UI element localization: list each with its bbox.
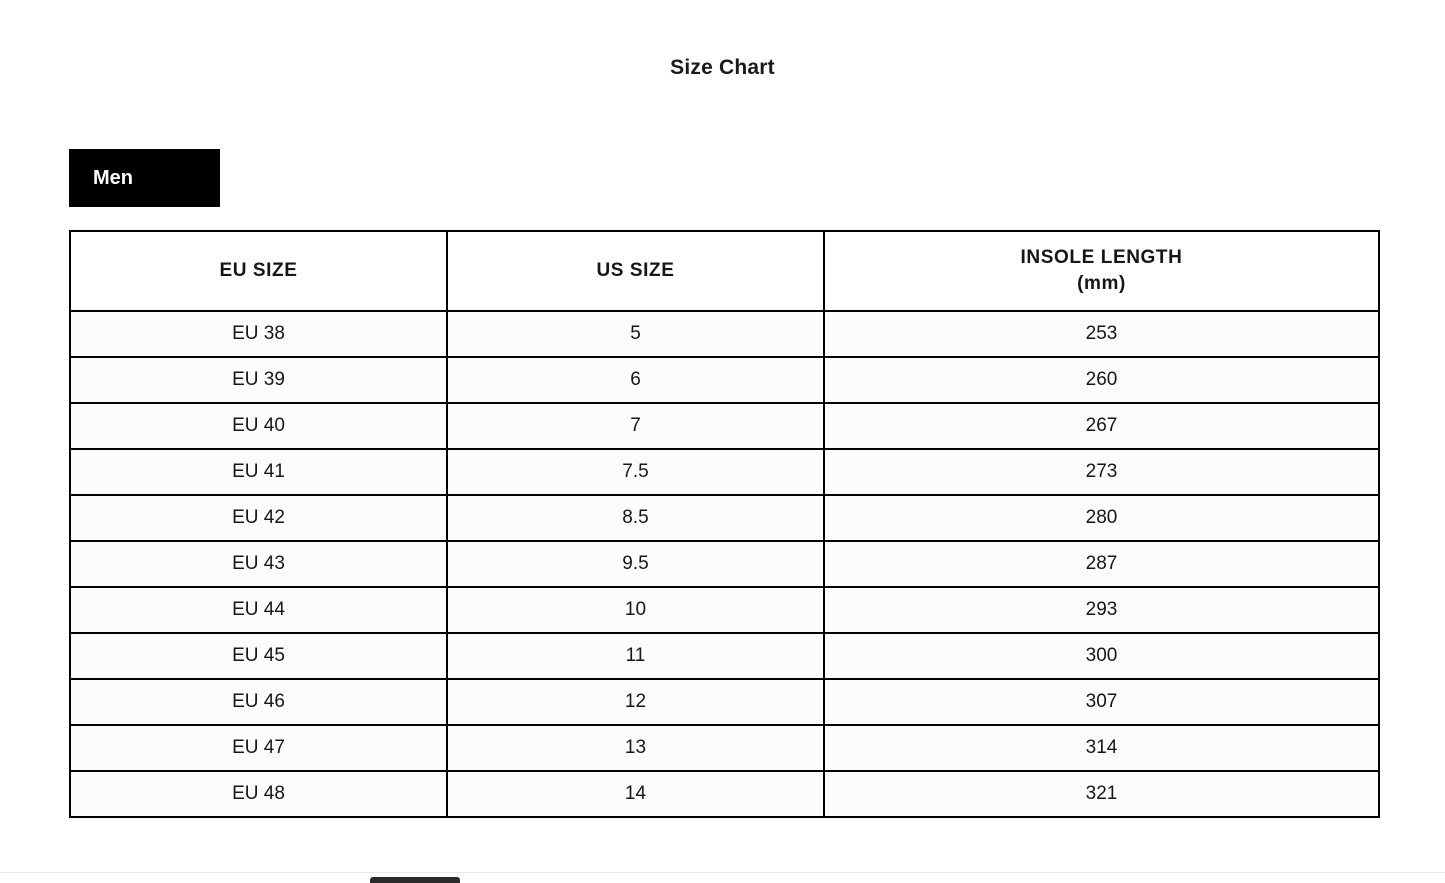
cell-us-size: 7.5 xyxy=(447,449,824,495)
size-chart-table-wrap xyxy=(69,230,1378,818)
cell-eu-size: EU 44 xyxy=(70,587,447,633)
cell-insole-length: 260 xyxy=(824,357,1379,403)
cell-insole-length: 300 xyxy=(824,633,1379,679)
cell-eu-size: EU 47 xyxy=(70,725,447,771)
table-body xyxy=(70,311,1379,817)
cell-insole-length: 253 xyxy=(824,311,1379,357)
table-row xyxy=(70,587,1379,633)
cell-eu-size: EU 48 xyxy=(70,771,447,817)
column-header-eu-size-line1: EU SIZE xyxy=(219,260,298,281)
cell-eu-size: EU 45 xyxy=(70,633,447,679)
cell-us-size: 8.5 xyxy=(447,495,824,541)
cell-us-size: 10 xyxy=(447,587,824,633)
page-bottom-notch xyxy=(370,877,460,883)
column-header-insole-length-line2: (mm) xyxy=(1077,273,1126,294)
cell-insole-length: 314 xyxy=(824,725,1379,771)
cell-insole-length: 273 xyxy=(824,449,1379,495)
cell-us-size: 13 xyxy=(447,725,824,771)
cell-insole-length: 267 xyxy=(824,403,1379,449)
table-row xyxy=(70,541,1379,587)
category-tab-bar xyxy=(69,149,220,207)
cell-eu-size: EU 39 xyxy=(70,357,447,403)
cell-insole-length: 280 xyxy=(824,495,1379,541)
table-row xyxy=(70,725,1379,771)
cell-eu-size: EU 40 xyxy=(70,403,447,449)
cell-eu-size: EU 41 xyxy=(70,449,447,495)
table-row xyxy=(70,449,1379,495)
cell-eu-size: EU 42 xyxy=(70,495,447,541)
table-row xyxy=(70,633,1379,679)
column-header-us-size xyxy=(447,231,824,311)
cell-us-size: 14 xyxy=(447,771,824,817)
table-row xyxy=(70,679,1379,725)
column-header-us-size-line1: US SIZE xyxy=(596,260,675,281)
cell-us-size: 7 xyxy=(447,403,824,449)
table-row xyxy=(70,771,1379,817)
table-header xyxy=(70,231,1379,311)
column-header-eu-size xyxy=(70,231,447,311)
cell-eu-size: EU 46 xyxy=(70,679,447,725)
cell-us-size: 11 xyxy=(447,633,824,679)
cell-insole-length: 307 xyxy=(824,679,1379,725)
column-header-insole-length xyxy=(824,231,1379,311)
tab-men[interactable]: Men xyxy=(69,149,220,207)
table-row xyxy=(70,495,1379,541)
cell-eu-size: EU 38 xyxy=(70,311,447,357)
table-row xyxy=(70,357,1379,403)
table-row xyxy=(70,311,1379,357)
cell-eu-size: EU 43 xyxy=(70,541,447,587)
size-chart-table xyxy=(69,230,1380,818)
table-row xyxy=(70,403,1379,449)
cell-us-size: 6 xyxy=(447,357,824,403)
page-bottom-edge xyxy=(0,872,1445,883)
cell-insole-length: 321 xyxy=(824,771,1379,817)
table-header-row xyxy=(70,231,1379,311)
cell-us-size: 5 xyxy=(447,311,824,357)
cell-us-size: 12 xyxy=(447,679,824,725)
cell-us-size: 9.5 xyxy=(447,541,824,587)
cell-insole-length: 293 xyxy=(824,587,1379,633)
cell-insole-length: 287 xyxy=(824,541,1379,587)
page-title: Size Chart xyxy=(670,56,775,79)
column-header-insole-length-line1: INSOLE LENGTH xyxy=(1020,247,1183,268)
